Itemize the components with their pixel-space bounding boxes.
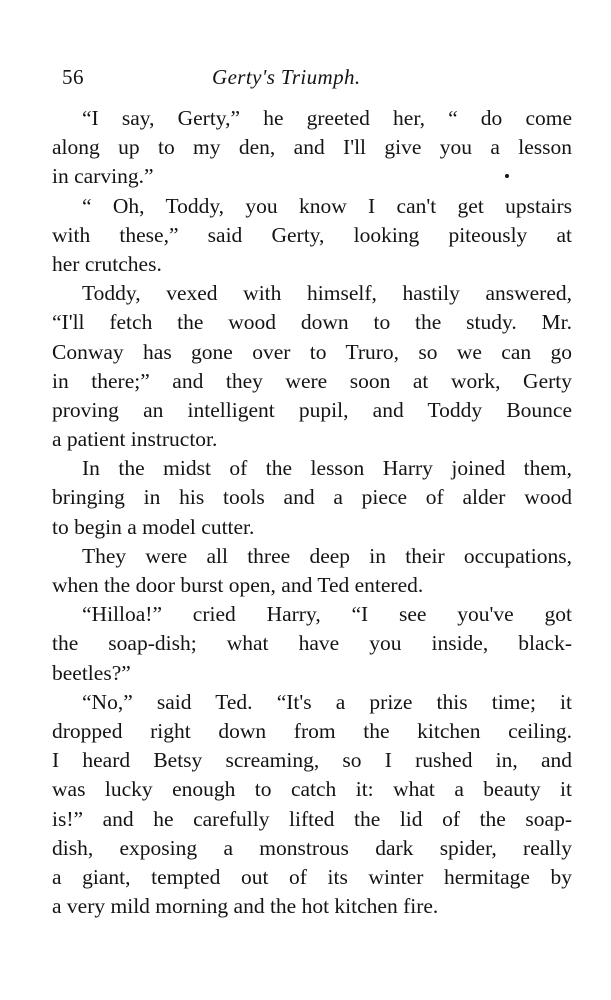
paragraph-1 xyxy=(52,104,572,192)
text-line: “ Oh, Toddy, you know I can't get upstairs xyxy=(82,193,572,218)
text-line: bringing in his tools and a piece of alder wood xyxy=(52,485,572,510)
text-line: “No,” said Ted. “It's a prize this time; it xyxy=(82,689,572,714)
body-text xyxy=(52,104,572,921)
text-line: with these,” said Gerty, looking piteously at xyxy=(52,222,572,247)
text-line: I heard Betsy screaming, so I rushed in, and xyxy=(52,748,572,773)
text-line: Conway has gone over to Truro, so we can go xyxy=(52,339,572,364)
text-line: proving an intelligent pupil, and Toddy Bounce xyxy=(52,397,572,422)
running-head xyxy=(62,62,562,92)
text-line: to begin a model cutter. xyxy=(52,514,255,539)
paragraph-3 xyxy=(52,279,572,454)
text-line: “I'll fetch the wood down to the study. Mr. xyxy=(52,310,572,335)
text-line: a giant, tempted out of its winter hermitage by xyxy=(52,864,572,889)
text-line: beetles?” xyxy=(52,660,131,685)
text-line: In the midst of the lesson Harry joined them, xyxy=(82,456,572,481)
text-line: in carving.” xyxy=(52,164,154,189)
paragraph-6 xyxy=(52,600,572,688)
paragraph-5 xyxy=(52,542,572,600)
text-line: when the door burst open, and Ted entered. xyxy=(52,573,424,597)
text-line: a patient instructor. xyxy=(52,427,218,452)
text-line: is!” and he carefully lifted the lid of the soap- xyxy=(52,806,572,831)
text-line: Toddy, vexed with himself, hastily answered, xyxy=(82,281,572,306)
running-title: Gerty's Triumph. xyxy=(212,65,361,89)
text-line: dish, exposing a monstrous dark spider, really xyxy=(52,835,572,860)
text-line: “Hilloa!” cried Harry, “I see you've got xyxy=(82,602,572,627)
text-line: was lucky enough to catch it: what a beauty it xyxy=(52,777,572,802)
text-line: dropped right down from the kitchen ceiling. xyxy=(52,718,572,743)
text-line: in there;” and they were soon at work, Gerty xyxy=(52,368,572,393)
paragraph-2 xyxy=(52,192,572,280)
text-line: “I say, Gerty,” he greeted her, “ do come xyxy=(82,106,572,130)
paragraph-4 xyxy=(52,454,572,542)
text-line: They were all three deep in their occupations, xyxy=(82,543,572,568)
text-line: a very mild morning and the hot kitchen fire. xyxy=(52,894,439,919)
text-line: the soap-dish; what have you inside, black- xyxy=(52,631,572,656)
page-number: 56 xyxy=(62,65,84,89)
paragraph-7 xyxy=(52,688,572,922)
text-line: her crutches. xyxy=(52,251,162,276)
text-line: along up to my den, and I'll give you a lesson xyxy=(52,135,572,160)
